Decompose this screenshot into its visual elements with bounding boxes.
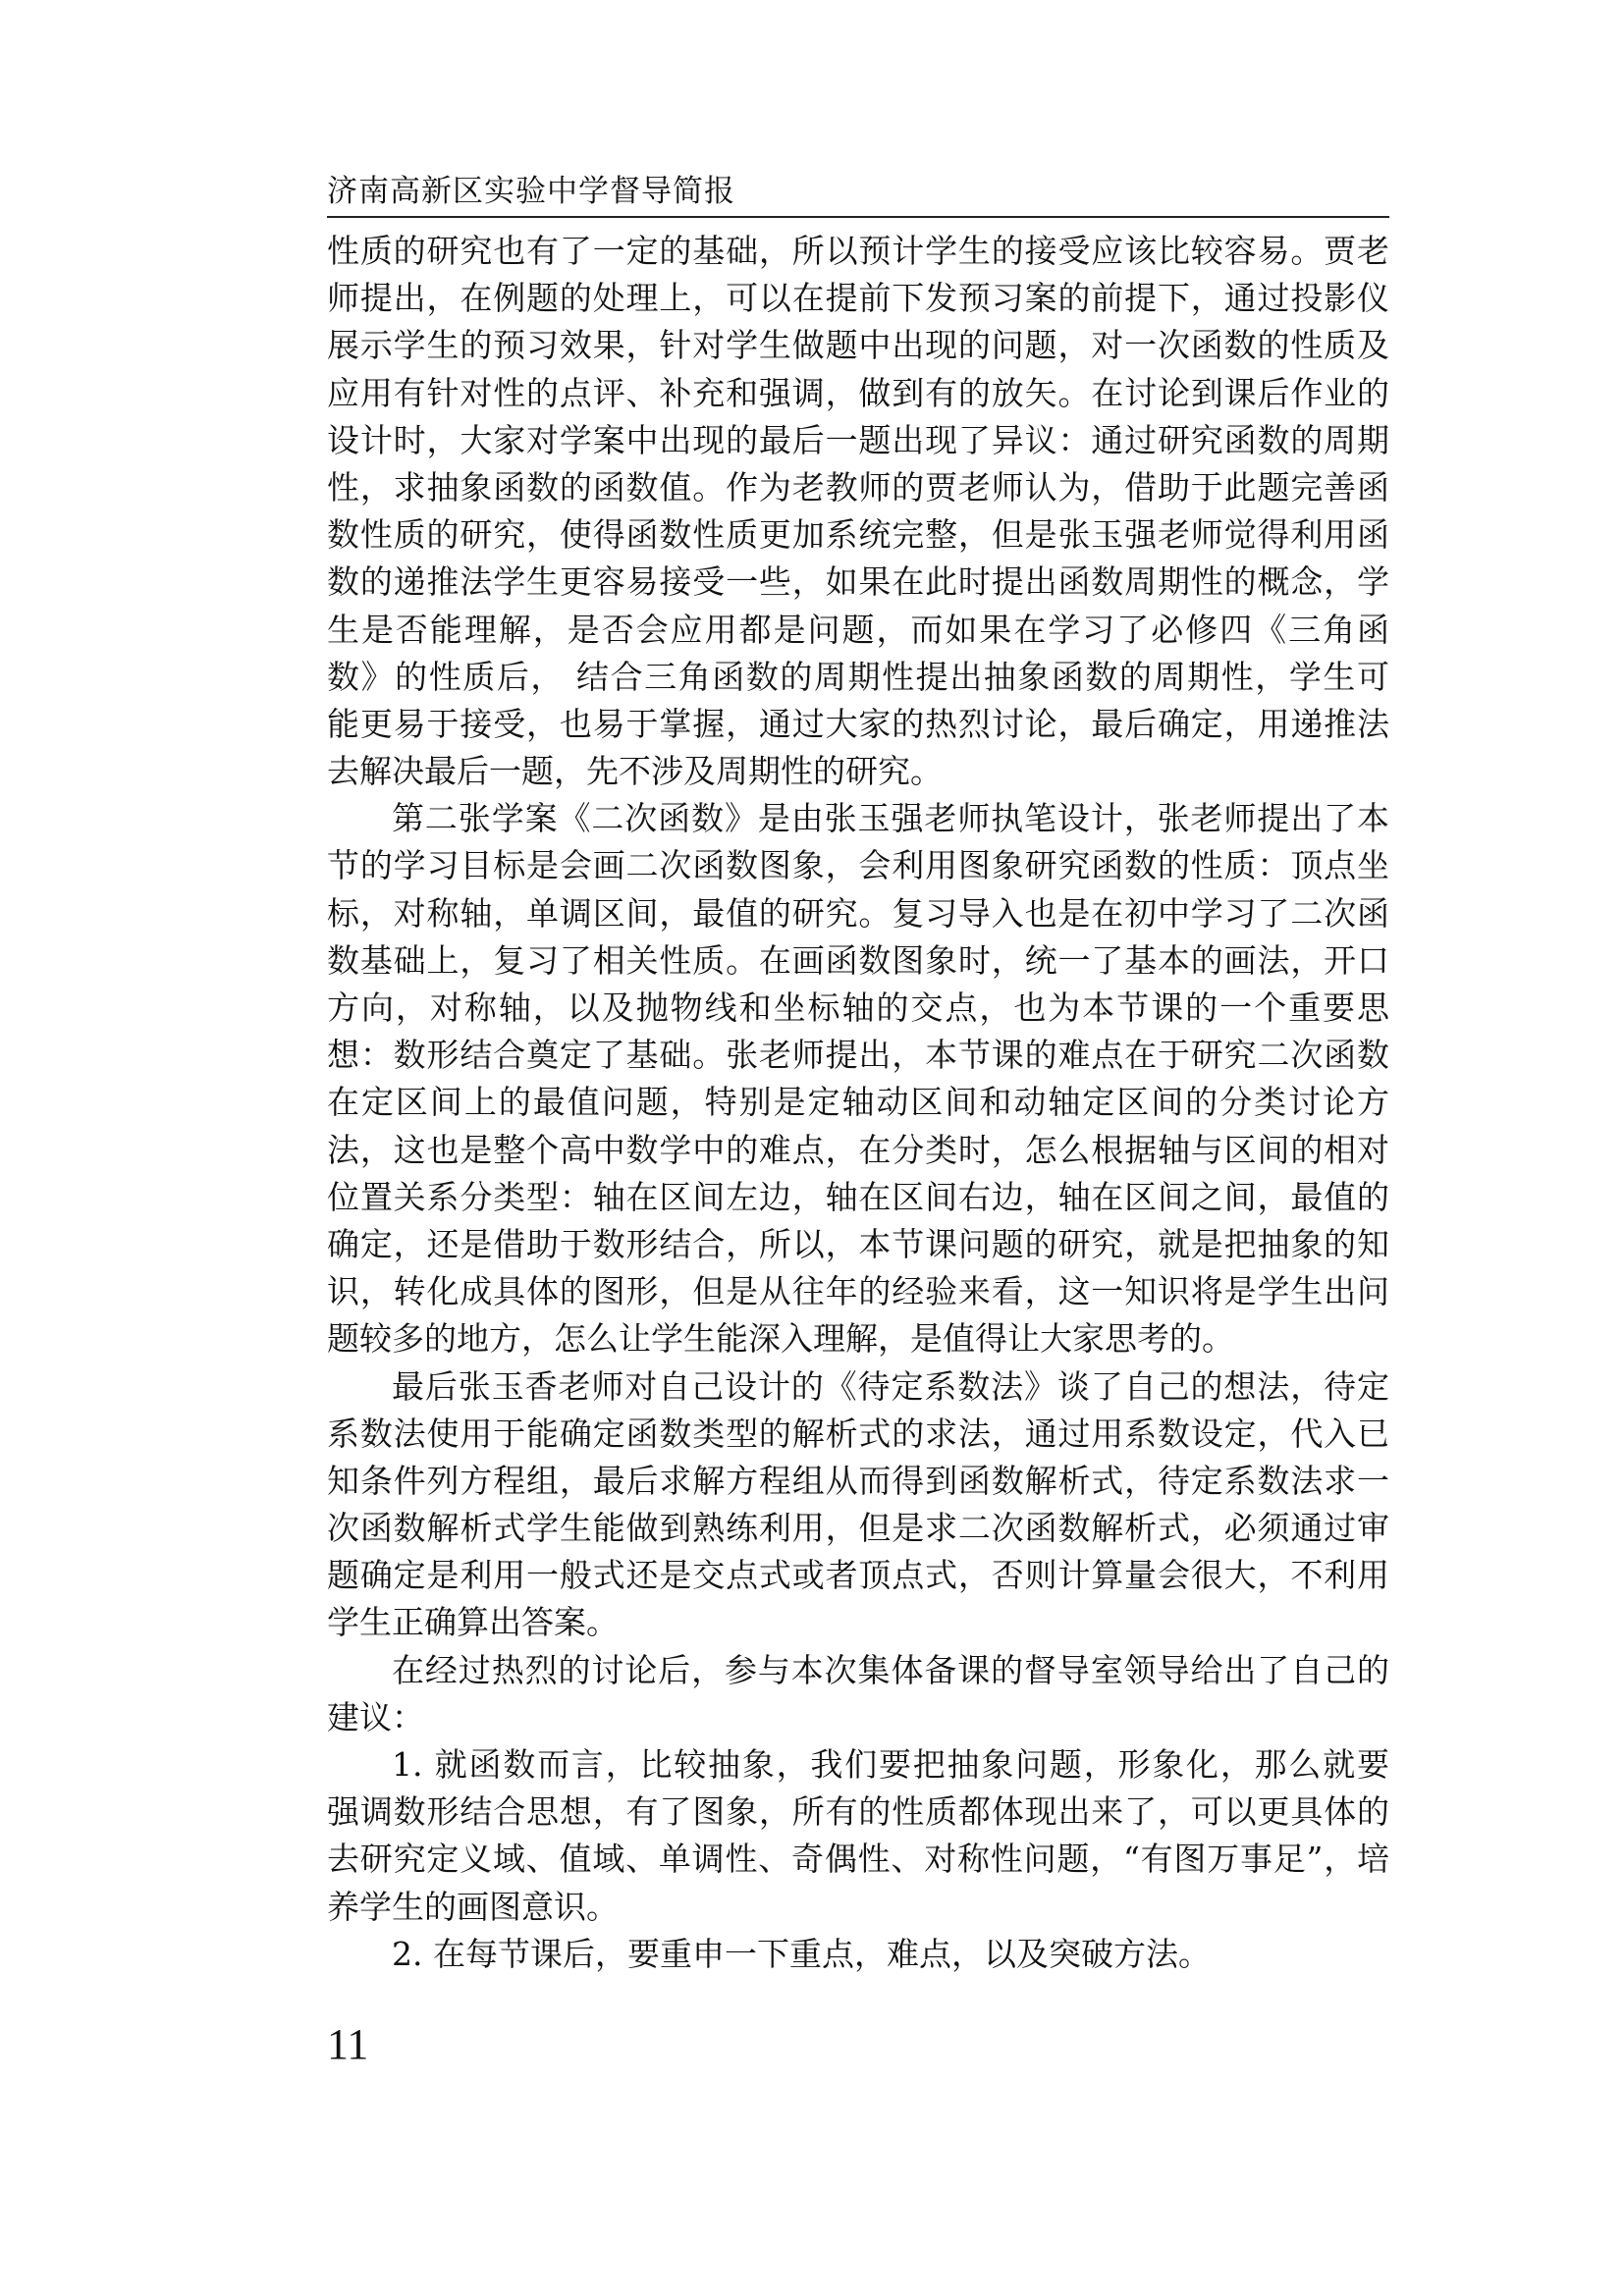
- text-line: 2. 在每节课后，要重申一下重点，难点，以及突破方法。: [392, 1934, 1211, 1973]
- running-header: [327, 169, 1389, 218]
- text-line: 能更易于接受，也易于掌握，通过大家的热烈讨论，最后确定，用递推法: [327, 704, 1389, 743]
- text-line: 强调数形结合思想，有了图象，所有的性质都体现出来了，可以更具体的: [327, 1792, 1389, 1832]
- text-line: 确定，还是借助于数形结合，所以，本节课问题的研究，就是把抽象的知: [327, 1224, 1389, 1263]
- text-line: 位置关系分类型：轴在区间左边，轴在区间右边，轴在区间之间，最值的: [327, 1177, 1389, 1216]
- text-line: 想：数形结合奠定了基础。张老师提出，本节课的难点在于研究二次函数: [327, 1036, 1389, 1075]
- text-line: 1. 就函数而言，比较抽象，我们要把抽象问题，形象化，那么就要: [392, 1745, 1389, 1784]
- header-title: 济南高新区实验中学督导简报: [327, 174, 735, 209]
- paragraph: [327, 1363, 1389, 1647]
- text-line: 生是否能理解，是否会应用都是问题，而如果在学习了必修四《三角函: [327, 610, 1389, 649]
- text-line: 数》的性质后， 结合三角函数的周期性提出抽象函数的周期性，学生可: [327, 657, 1389, 696]
- text-line: 养学生的画图意识。: [327, 1887, 619, 1926]
- text-line: 设计时，大家对学案中出现的最后一题出现了异议：通过研究函数的周期: [327, 420, 1389, 459]
- text-line: 题确定是利用一般式还是交点式或者顶点式，否则计算量会很大，不利用: [327, 1556, 1389, 1595]
- text-line: 第二张学案《二次函数》是由张玉强老师执笔设计，张老师提出了本: [392, 799, 1389, 838]
- body-text: [327, 228, 1389, 1978]
- text-line: 在定区间上的最值问题，特别是定轴动区间和动轴定区间的分类讨论方: [327, 1083, 1389, 1122]
- text-line: 去研究定义域、值域、单调性、奇偶性、对称性问题，“有图万事足”，培: [327, 1840, 1389, 1879]
- text-line: 次函数解析式学生能做到熟练利用，但是求二次函数解析式，必须通过审: [327, 1509, 1389, 1548]
- text-line: 题较多的地方，怎么让学生能深入理解，是值得让大家思考的。: [327, 1319, 1234, 1359]
- paragraph: [327, 795, 1389, 1362]
- text-line: 系数法使用于能确定函数类型的解析式的求法，通过用系数设定，代入已: [327, 1414, 1389, 1453]
- text-line: 节的学习目标是会画二次函数图象，会利用图象研究函数的性质：顶点坐: [327, 846, 1389, 885]
- text-line: 法，这也是整个高中数学中的难点，在分类时，怎么根据轴与区间的相对: [327, 1130, 1389, 1169]
- text-line: 性，求抽象函数的函数值。作为老教师的贾老师认为，借助于此题完善函: [327, 467, 1389, 507]
- paragraph: [327, 1931, 1389, 1978]
- paragraph: [327, 1647, 1389, 1741]
- text-line: 去解决最后一题，先不涉及周期性的研究。: [327, 752, 943, 791]
- text-line: 应用有针对性的点评、补充和强调，做到有的放矢。在讨论到课后作业的: [327, 373, 1389, 412]
- text-line: 学生正确算出答案。: [327, 1603, 619, 1642]
- text-line: 识，转化成具体的图形，但是从往年的经验来看，这一知识将是学生出问: [327, 1272, 1389, 1311]
- page-number: 11: [327, 2020, 369, 2068]
- text-line: 性质的研究也有了一定的基础，所以预计学生的接受应该比较容易。贾老: [327, 232, 1389, 270]
- text-line: 数的递推法学生更容易接受一些，如果在此时提出函数周期性的概念，学: [327, 562, 1389, 602]
- text-line: 建议：: [327, 1697, 424, 1736]
- text-line: 方向，对称轴，以及抛物线和坐标轴的交点，也为本节课的一个重要思: [327, 988, 1389, 1027]
- paragraph: [327, 228, 1389, 795]
- paragraph: [327, 1741, 1389, 1931]
- text-line: 最后张玉香老师对自己设计的《待定系数法》谈了自己的想法，待定: [392, 1366, 1389, 1406]
- text-line: 标，对称轴，单调区间，最值的研究。复习导入也是在初中学习了二次函: [327, 893, 1389, 933]
- text-line: 知条件列方程组，最后求解方程组从而得到函数解析式，待定系数法求一: [327, 1461, 1389, 1500]
- text-line: 师提出，在例题的处理上，可以在提前下发预习案的前提下，通过投影仪: [327, 279, 1389, 318]
- text-line: 在经过热烈的讨论后，参与本次集体备课的督导室领导给出了自己的: [392, 1650, 1389, 1689]
- text-line: 数基础上，复习了相关性质。在画函数图象时，统一了基本的画法，开口: [327, 940, 1389, 980]
- text-line: 数性质的研究，使得函数性质更加系统完整，但是张玉强老师觉得利用函: [327, 515, 1389, 555]
- text-line: 展示学生的预习效果，针对学生做题中出现的问题，对一次函数的性质及: [327, 326, 1389, 365]
